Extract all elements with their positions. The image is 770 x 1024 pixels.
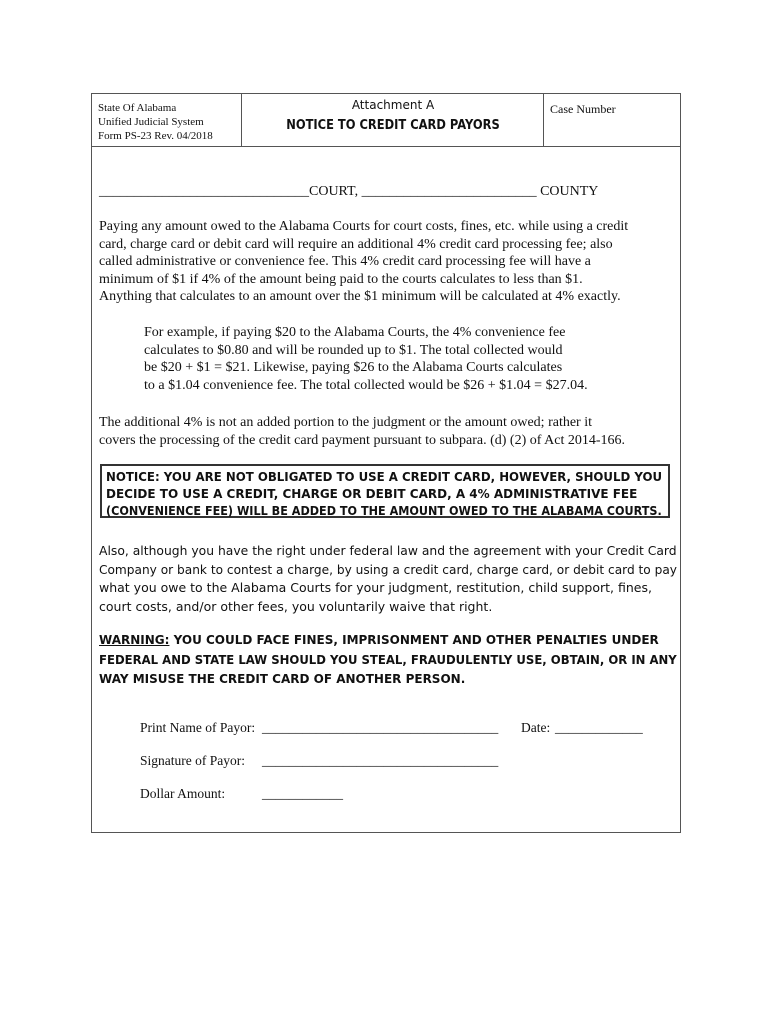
text-line: card, charge card or debit card will require an additional 4% credit card processing fee; also	[99, 236, 613, 252]
print-name-field[interactable]: ___________________________________	[262, 720, 499, 735]
date-label: Date:	[521, 720, 551, 735]
print-name-label: Print Name of Payor:	[140, 720, 256, 735]
notice-line: NOTICE: YOU ARE NOT OBLIGATED TO USE A CREDIT CARD, HOWEVER, SHOULD YOU	[106, 470, 663, 484]
waiver-paragraph	[99, 542, 693, 616]
warning-label: WARNING:	[99, 633, 170, 647]
text-line: calculates to $0.80 and will be rounded up to $1. The total collected would	[144, 342, 563, 358]
date-field[interactable]: _____________	[555, 720, 643, 735]
notice-box	[100, 464, 670, 518]
court-county-line[interactable]: ______________________________COURT, _________________________ COUNTY	[99, 184, 599, 199]
fee-paragraph	[99, 218, 677, 306]
text-line: For example, if paying $20 to the Alabama Courts, the 4% convenience fee	[144, 325, 566, 340]
text-line: to a $1.04 convenience fee. The total collected would be $26 + $1.04 = $27.04.	[144, 377, 588, 393]
notice-line: (CONVENIENCE FEE) WILL BE ADDED TO THE AMOUNT OWED TO THE ALABAMA COURTS.	[106, 504, 662, 518]
issuer-line: State Of Alabama	[98, 102, 177, 114]
page-title: NOTICE TO CREDIT CARD PAYORS	[286, 117, 500, 133]
text-line: covers the processing of the credit card payment pursuant to subpara. (d) (2) of Act 2014-166.	[99, 432, 626, 448]
notice-line: DECIDE TO USE A CREDIT, CHARGE OR DEBIT CARD, A 4% ADMINISTRATIVE FEE	[106, 487, 638, 501]
form-page	[91, 93, 681, 833]
text-line: what you owe to the Alabama Courts for your judgment, restitution, child support, fines,	[99, 580, 652, 595]
text-line: The additional 4% is not an added portion to the judgment or the amount owed; rather it	[99, 415, 592, 430]
text-line: be $20 + $1 = $21. Likewise, paying $26 to the Alabama Courts calculates	[144, 360, 563, 375]
text-line: minimum of $1 if 4% of the amount being paid to the courts calculates to less than $1.	[99, 271, 583, 287]
warning-paragraph	[99, 631, 693, 690]
additional-fee-paragraph	[99, 414, 677, 449]
warning-line: WAY MISUSE THE CREDIT CARD OF ANOTHER PERSON.	[99, 672, 466, 686]
warning-line: FEDERAL AND STATE LAW SHOULD YOU STEAL, FRAUDULENTLY USE, OBTAIN, OR IN ANY	[99, 652, 677, 667]
case-number-label[interactable]: Case Number	[550, 102, 616, 116]
warning-line	[99, 631, 693, 651]
issuer-block	[92, 94, 242, 146]
issuer-line: Unified Judicial System	[98, 116, 204, 128]
form-header	[92, 94, 680, 147]
text-line: Paying any amount owed to the Alabama Courts for court costs, fines, etc. while using a credit	[99, 219, 629, 234]
signature-field[interactable]: ___________________________________	[262, 753, 499, 768]
text-line: Company or bank to contest a charge, by using a credit card, charge card, or debit card to pay	[99, 561, 677, 577]
example-paragraph	[144, 324, 664, 394]
signature-label: Signature of Payor:	[140, 753, 245, 768]
warning-text: YOU COULD FACE FINES, IMPRISONMENT AND OTHER PENALTIES UNDER	[169, 633, 659, 647]
issuer-line: Form PS-23 Rev. 04/2018	[98, 130, 213, 142]
text-line: Anything that calculates to an amount over the $1 minimum will be calculated at 4% exactly.	[99, 289, 621, 304]
text-line: called administrative or convenience fee. This 4% credit card processing fee will have a	[99, 254, 591, 269]
dollar-amount-label: Dollar Amount:	[140, 786, 226, 801]
title-block	[243, 94, 544, 146]
attachment-label: Attachment A	[351, 98, 435, 112]
dollar-amount-field[interactable]: ____________	[262, 786, 343, 801]
text-line: Also, although you have the right under federal law and the agreement with your Credit Card	[99, 543, 677, 558]
text-line: court costs, and/or other fees, you voluntarily waive that right.	[99, 598, 493, 614]
